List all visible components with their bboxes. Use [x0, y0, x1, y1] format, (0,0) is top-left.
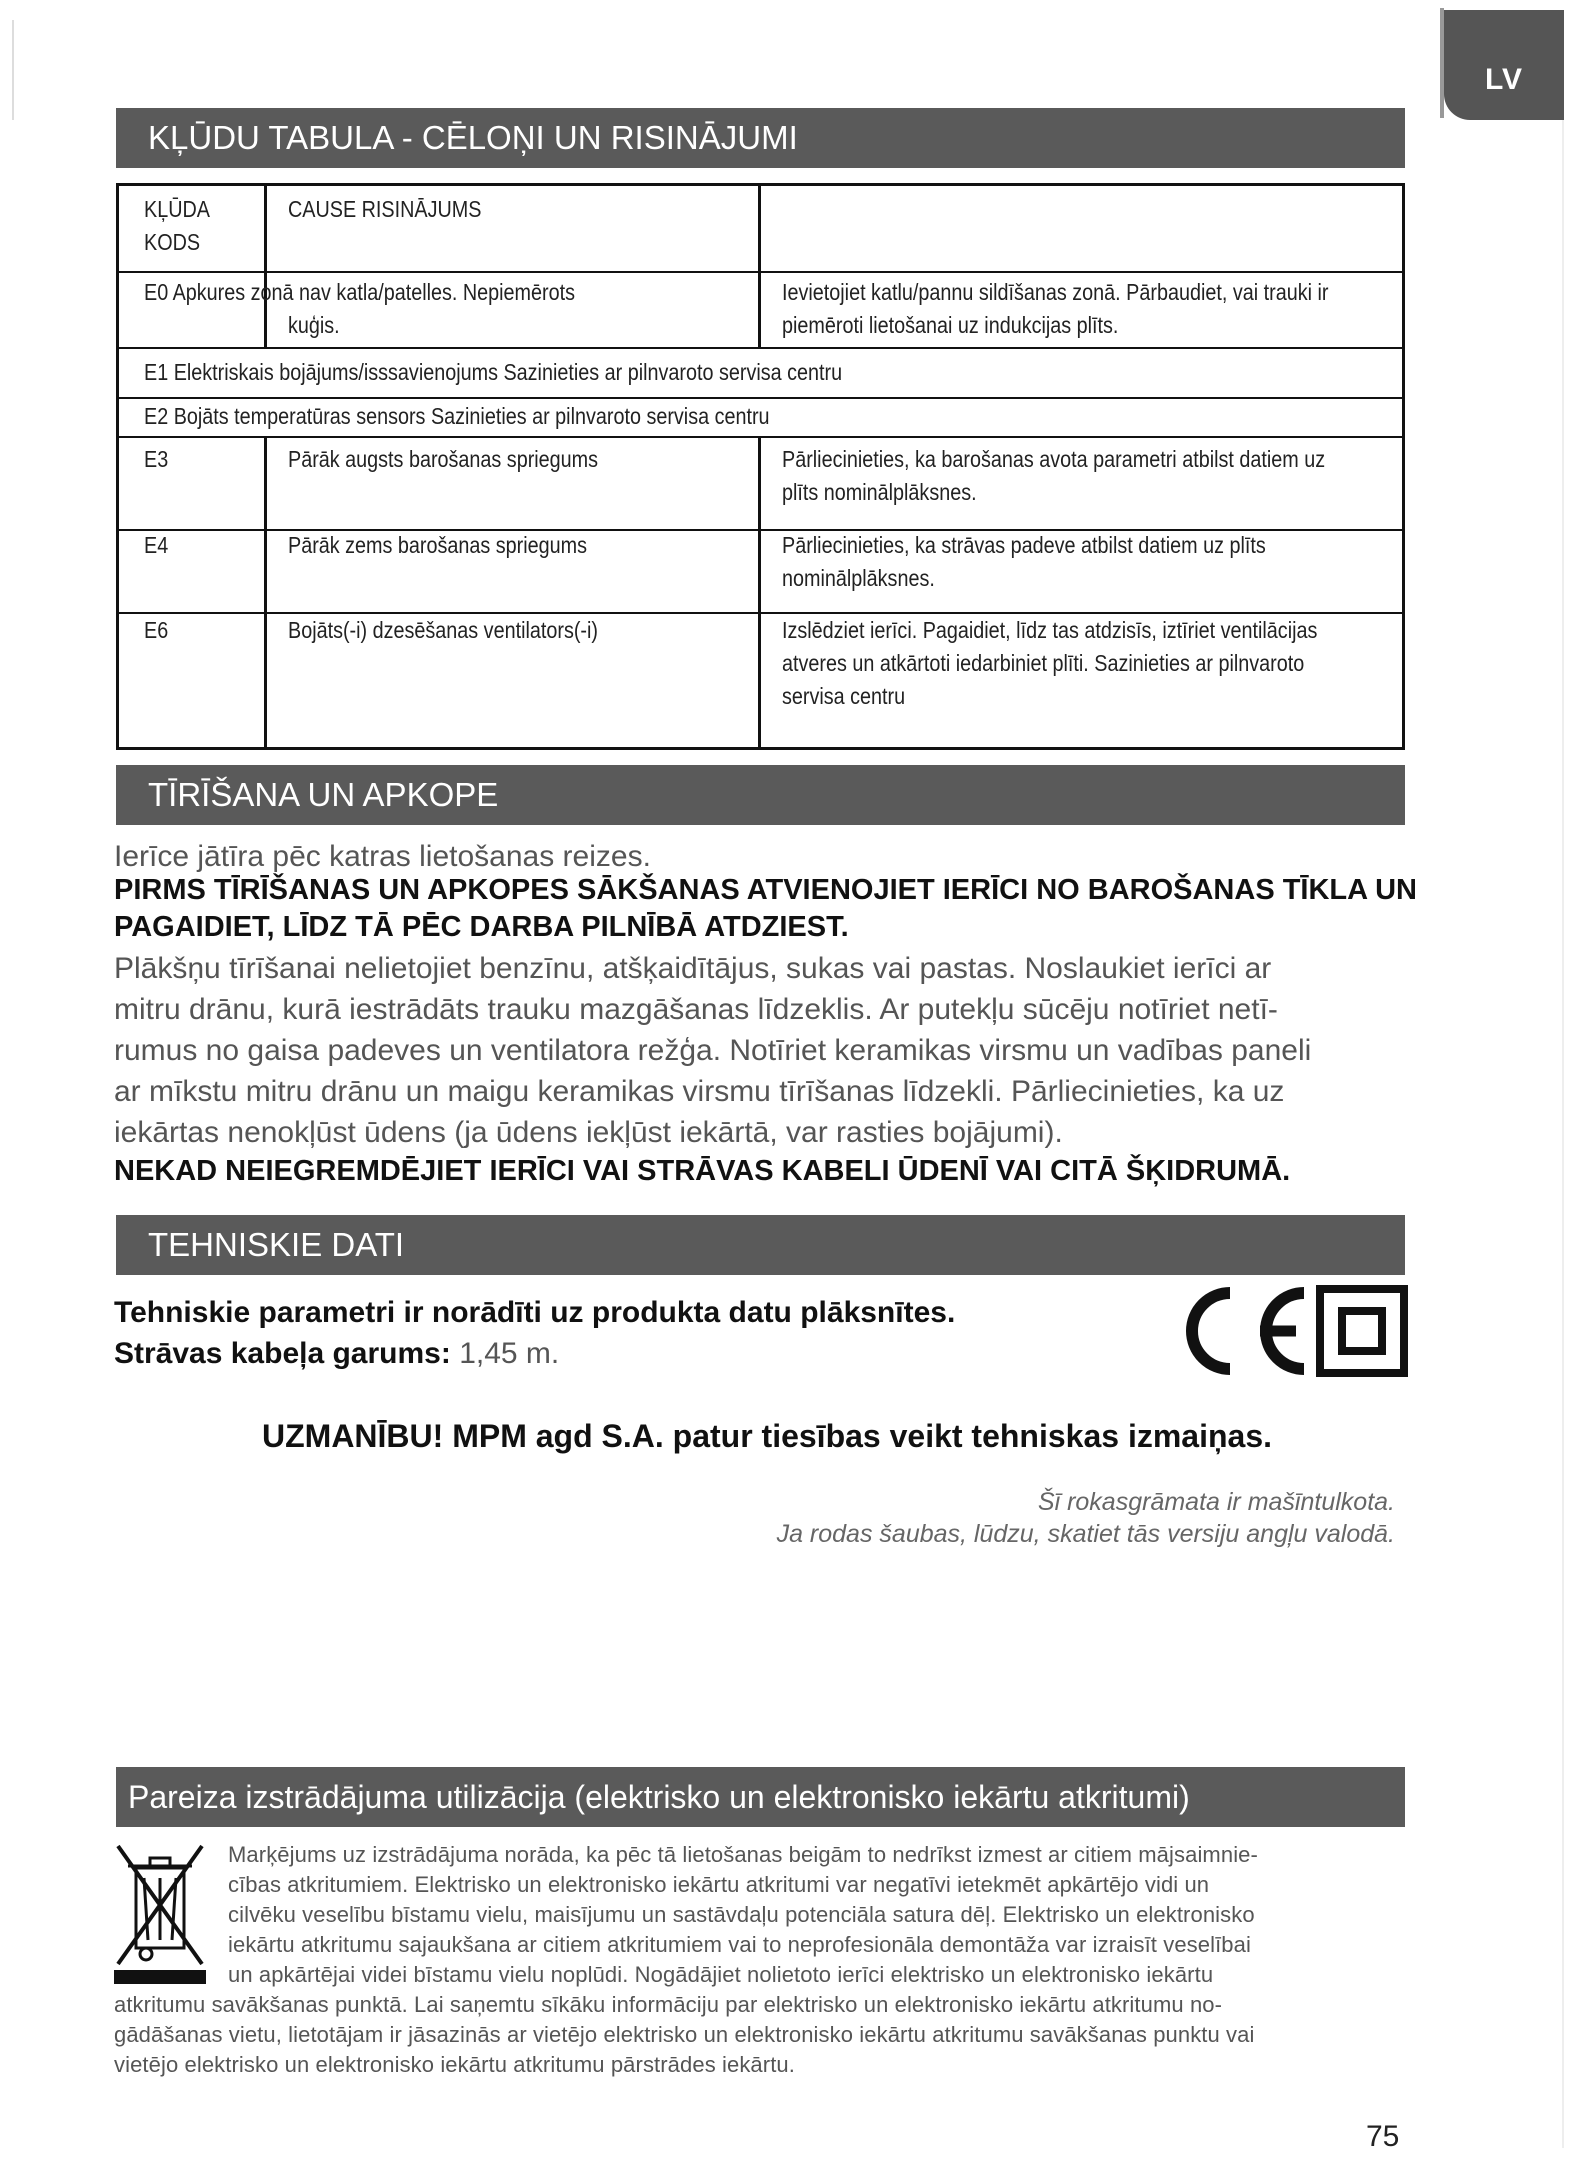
- disposal-line: gādāšanas vietu, lietotājam ir jāsazinās ar vietējo elektrisko un elektronisko iekārtu atkritumu savākšanas punktu vai: [114, 2022, 1255, 2047]
- cable-value: 1,45 m.: [459, 1337, 560, 1370]
- cleaning-intro: Ierīce jātīra pēc katras lietošanas reizes.: [114, 840, 651, 873]
- page-number: 75: [1366, 2120, 1400, 2153]
- cleaning-warning: [114, 872, 1417, 946]
- body-line: rumus no gaisa padeves un ventilatora režģa. Notīriet keramikas virsmu un vadības paneli: [114, 1034, 1312, 1067]
- body-line: ar mīkstu mitru drānu un maigu keramikas virsmu tīrīšanas līdzekli. Pārliecinieties, ka uz: [114, 1075, 1285, 1108]
- body-line: iekārtas nenokļūst ūdens (ja ūdens iekļūst iekārtā, var rasties bojājumi).: [114, 1116, 1063, 1149]
- solution-line: nominālplāksnes.: [782, 565, 935, 591]
- solution-line: plīts nominālplāksnes.: [782, 479, 977, 505]
- solution-line: Pārliecinieties, ka barošanas avota parametri atbilst datiem uz: [782, 446, 1326, 472]
- error-row-e3-solution: [782, 443, 1325, 509]
- tech-params: Tehniskie parametri ir norādīti uz produkta datu plāksnītes.: [114, 1296, 956, 1329]
- table-divider: [264, 186, 267, 347]
- translation-note-2: Ja rodas šaubas, lūdzu, skatiet tās versiju angļu valodā.: [776, 1520, 1395, 1548]
- warning-notice: UZMANĪBU! MPM agd S.A. patur tiesības veikt tehniskas izmaiņas.: [262, 1418, 1272, 1454]
- disposal-text-full: [114, 1990, 1406, 2080]
- table-row-rule: [119, 347, 1402, 349]
- section-header-errors: KĻŪDU TABULA - CĒLOŅI UN RISINĀJUMI: [116, 108, 1405, 168]
- table-divider: [758, 186, 761, 347]
- solution-line: atveres un atkārtoti iedarbiniet plīti. Sazinieties ar pilnvaroto: [782, 650, 1305, 676]
- weee-bin-icon: [112, 1842, 208, 1984]
- error-row-e4-solution: [782, 529, 1266, 595]
- disposal-line: vietējo elektrisko un elektronisko iekārtu atkritumu pārstrādes iekārtu.: [114, 2052, 795, 2077]
- warning-line: PAGAIDIET, LĪDZ TĀ PĒC DARBA PILNĪBĀ ATDZIEST.: [114, 911, 849, 943]
- solution-line: Izslēdziet ierīci. Pagaidiet, līdz tas atdzisīs, iztīriet ventilācijas: [782, 617, 1318, 643]
- section-header-cleaning: TĪRĪŠANA UN APKOPE: [116, 765, 1405, 825]
- error-row-e3-cause: Pārāk augsts barošanas spriegums: [288, 446, 599, 472]
- error-row-e0-cause: E0 Apkures zonā nav katla/patelles. Nepiemērots: [144, 279, 576, 305]
- disposal-line: cības atkritumiem. Elektrisko un elektronisko iekārtu atkritumi var negatīvi ietekmēt apkārtējo vidi un: [228, 1872, 1210, 1897]
- table-row-rule: [119, 436, 1402, 438]
- table-divider: [264, 436, 267, 750]
- ce-mark-icon: [1168, 1283, 1408, 1378]
- solution-line: Pārliecinieties, ka strāvas padeve atbilst datiem uz plīts: [782, 532, 1266, 558]
- error-row-e1: E1 Elektriskais bojājums/isssavienojums Sazinieties ar pilnvaroto servisa centru: [144, 359, 843, 385]
- language-tab: LV: [1444, 10, 1564, 120]
- error-row-e0-solution: [782, 276, 1328, 342]
- disposal-text-indented: [228, 1840, 1426, 1990]
- section-header-disposal: Pareiza izstrādājuma utilizācija (elektrisko un elektronisko iekārtu atkritumi): [116, 1767, 1405, 1827]
- body-line: mitru drānu, kurā iestrādāts trauku mazgāšanas līdzeklis. Ar putekļu sūcēju notīriet netī-: [114, 993, 1278, 1026]
- header-cause: CAUSE RISINĀJUMS: [288, 196, 482, 222]
- cable-label: Strāvas kabeļa garums:: [114, 1337, 451, 1370]
- disposal-line: cilvēku veselību bīstamu vielu, maisījumu un sastāvdaļu potenciāla satura dēļ. Elektrisko un elektronisko: [228, 1902, 1255, 1927]
- disposal-line: atkritumu savākšanas punktā. Lai saņemtu sīkāku informāciju par elektrisko un elektronisko iekārtu atkritumu no-: [114, 1992, 1223, 2017]
- solution-line: Ievietojiet katlu/pannu sildīšanas zonā. Pārbaudiet, vai trauki ir: [782, 279, 1329, 305]
- translation-note-1: Šī rokasgrāmata ir mašīntulkota.: [1037, 1488, 1395, 1516]
- cleaning-warning-2: NEKAD NEIEGREMDĒJIET IERĪCI VAI STRĀVAS KABELI ŪDENĪ VAI CITĀ ŠĶIDRUMĀ.: [114, 1155, 1291, 1187]
- error-row-e2: E2 Bojāts temperatūras sensors Sazinieties ar pilnvaroto servisa centru: [144, 403, 770, 429]
- disposal-line: iekārtu atkritumu sajaukšana ar citiem atkritumiem vai to neprofesionāla demontāža var izraisīt veselībai: [228, 1932, 1251, 1957]
- margin-rule: [12, 20, 14, 120]
- table-row-rule: [119, 397, 1402, 399]
- section-header-tech: TEHNISKIE DATI: [116, 1215, 1405, 1275]
- header-code-line: KĻŪDA: [144, 196, 210, 222]
- disposal-line: un apkārtējai videi bīstamu vielu noplūdi. Nogādājiet nolietoto ierīci elektrisko un elektronisko iekārtu: [228, 1962, 1214, 1987]
- table-row-rule: [119, 271, 1402, 273]
- table-divider: [758, 436, 761, 750]
- error-row-e3-code: E3: [144, 446, 169, 472]
- tech-cable: [114, 1333, 559, 1374]
- warning-line: PIRMS TĪRĪŠANAS UN APKOPES SĀKŠANAS ATVIENOJIET IERĪCI NO BAROŠANAS TĪKLA UN: [114, 874, 1417, 906]
- error-row-e0-cause-cont: kuģis.: [288, 312, 340, 338]
- error-row-e4-code: E4: [144, 532, 169, 558]
- error-row-e6-cause: Bojāts(-i) dzesēšanas ventilators(-i): [288, 617, 598, 643]
- solution-line: servisa centru: [782, 683, 906, 709]
- disposal-line: Marķējums uz izstrādājuma norāda, ka pēc tā lietošanas beigām to nedrīkst izmest ar citiem mājsaimnie-: [228, 1842, 1258, 1867]
- solution-line: piemēroti lietošanai uz indukcijas plīts.: [782, 312, 1119, 338]
- body-line: Plākšņu tīrīšanai nelietojiet benzīnu, atšķaidītājus, sukas vai pastas. Noslaukiet ierīci ar: [114, 952, 1272, 985]
- margin-rule-right: [1562, 118, 1564, 2148]
- cleaning-body: [114, 948, 1404, 1153]
- error-row-e4-cause: Pārāk zems barošanas spriegums: [288, 532, 588, 558]
- header-code-line: KODS: [144, 229, 201, 255]
- error-row-e6-code: E6: [144, 617, 169, 643]
- error-table: [116, 183, 1405, 750]
- error-row-e6-solution: [782, 614, 1317, 713]
- header-code: [144, 193, 210, 259]
